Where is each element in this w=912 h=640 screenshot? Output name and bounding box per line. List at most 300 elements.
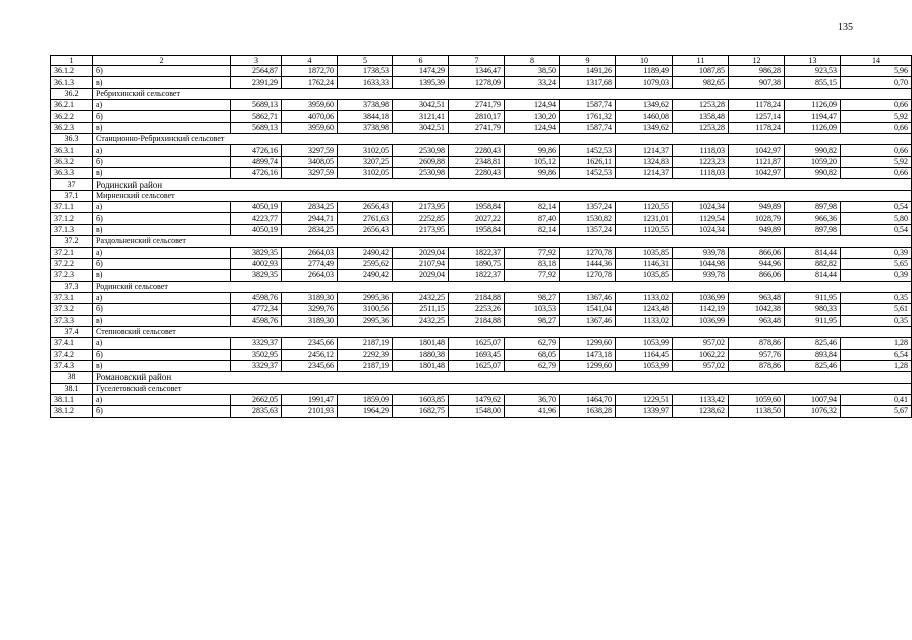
value-cell: 1024,34 — [673, 224, 729, 235]
value-cell: 1633,33 — [338, 77, 393, 88]
value-cell: 939,78 — [673, 270, 729, 281]
value-cell: 990,82 — [785, 145, 841, 156]
value-cell: 1358,48 — [673, 111, 729, 122]
value-cell: 4899,74 — [231, 156, 282, 167]
value-cell: 1079,03 — [616, 77, 673, 88]
value-cell: 98,27 — [505, 292, 560, 303]
table-row — [51, 315, 912, 326]
row-code: 38.1 — [51, 383, 93, 394]
value-cell: 1762,24 — [282, 77, 338, 88]
variant-label: б) — [93, 406, 231, 417]
value-cell: 1991,47 — [282, 394, 338, 405]
value-cell: 4598,76 — [231, 315, 282, 326]
table-row — [51, 258, 912, 269]
section-heading-row — [51, 88, 912, 99]
table-row — [51, 394, 912, 405]
value-cell: 1178,24 — [729, 122, 785, 133]
value-cell: 963,48 — [729, 315, 785, 326]
value-cell: 2252,85 — [393, 213, 449, 224]
value-cell: 2664,03 — [282, 247, 338, 258]
value-cell: 911,95 — [785, 315, 841, 326]
section-heading-row — [51, 326, 912, 337]
row-code: 37.1.1 — [51, 202, 93, 213]
row-code: 37.2.1 — [51, 247, 93, 258]
column-header: 14 — [841, 56, 912, 66]
value-cell: 2834,25 — [282, 224, 338, 235]
value-cell: 2432,25 — [393, 315, 449, 326]
value-cell: 1541,04 — [560, 304, 616, 315]
value-cell: 944,96 — [729, 258, 785, 269]
value-cell: 2664,03 — [282, 270, 338, 281]
value-cell: 1367,46 — [560, 292, 616, 303]
section-heading-row — [51, 190, 912, 201]
variant-label: б) — [93, 258, 231, 269]
value-cell: 814,44 — [785, 270, 841, 281]
value-cell: 1299,60 — [560, 360, 616, 371]
value-cell: 2490,42 — [338, 270, 393, 281]
value-cell: 82,14 — [505, 224, 560, 235]
value-cell: 1120,55 — [616, 224, 673, 235]
value-cell: 68,05 — [505, 349, 560, 360]
row-code: 36.2.1 — [51, 100, 93, 111]
column-header: 9 — [560, 56, 616, 66]
value-cell: 2348,81 — [449, 156, 505, 167]
value-cell: 1231,01 — [616, 213, 673, 224]
value-cell: 1278,09 — [449, 77, 505, 88]
value-cell: 4772,34 — [231, 304, 282, 315]
district-title: Романовский район — [93, 372, 912, 383]
value-cell: 36,70 — [505, 394, 560, 405]
value-cell: 1042,38 — [729, 304, 785, 315]
value-cell: 1142,19 — [673, 304, 729, 315]
table-row — [51, 247, 912, 258]
table-row — [51, 202, 912, 213]
value-cell: 939,78 — [673, 247, 729, 258]
section-title: Ребрихинский сельсовет — [93, 88, 912, 99]
value-cell: 1076,32 — [785, 406, 841, 417]
value-cell: 3959,60 — [282, 122, 338, 133]
value-cell: 1270,78 — [560, 247, 616, 258]
row-code: 36.1.2 — [51, 66, 93, 77]
value-cell: 3408,05 — [282, 156, 338, 167]
value-cell: 1473,18 — [560, 349, 616, 360]
row-code: 36.1.3 — [51, 77, 93, 88]
section-title: Станционно-Ребрихинский сельсовет — [93, 134, 912, 145]
value-cell: 1299,60 — [560, 338, 616, 349]
value-cell: 98,27 — [505, 315, 560, 326]
variant-label: в) — [93, 122, 231, 133]
value-cell: 1243,48 — [616, 304, 673, 315]
value-cell: 1053,99 — [616, 338, 673, 349]
value-cell: 4070,06 — [282, 111, 338, 122]
value-cell: 957,02 — [673, 360, 729, 371]
section-heading-row — [51, 236, 912, 247]
variant-label: в) — [93, 168, 231, 179]
value-cell: 0,66 — [841, 168, 912, 179]
value-cell: 1253,28 — [673, 122, 729, 133]
value-cell: 5,96 — [841, 66, 912, 77]
value-cell: 1164,45 — [616, 349, 673, 360]
value-cell: 2253,26 — [449, 304, 505, 315]
value-cell: 62,79 — [505, 338, 560, 349]
value-cell: 41,96 — [505, 406, 560, 417]
value-cell: 2184,88 — [449, 315, 505, 326]
table-row — [51, 292, 912, 303]
value-cell: 0,35 — [841, 292, 912, 303]
value-cell: 1324,83 — [616, 156, 673, 167]
section-heading-row — [51, 281, 912, 292]
value-cell: 0,66 — [841, 100, 912, 111]
value-cell: 0,35 — [841, 315, 912, 326]
value-cell: 949,89 — [729, 202, 785, 213]
value-cell: 3829,35 — [231, 270, 282, 281]
column-header: 13 — [785, 56, 841, 66]
value-cell: 1349,62 — [616, 122, 673, 133]
value-cell: 2609,88 — [393, 156, 449, 167]
table-row — [51, 406, 912, 417]
row-code: 37.2 — [51, 236, 93, 247]
value-cell: 1146,31 — [616, 258, 673, 269]
value-cell: 1223,23 — [673, 156, 729, 167]
row-code: 37.1.2 — [51, 213, 93, 224]
value-cell: 1822,37 — [449, 247, 505, 258]
section-title: Родинский сельсовет — [93, 281, 912, 292]
value-cell: 1121,87 — [729, 156, 785, 167]
column-header: 5 — [338, 56, 393, 66]
value-cell: 3738,98 — [338, 100, 393, 111]
row-code: 36.3.3 — [51, 168, 93, 179]
value-cell: 4050,19 — [231, 202, 282, 213]
table-row — [51, 168, 912, 179]
value-cell: 2774,49 — [282, 258, 338, 269]
value-cell: 1062,22 — [673, 349, 729, 360]
value-cell: 0,66 — [841, 122, 912, 133]
value-cell: 0,70 — [841, 77, 912, 88]
value-cell: 5862,71 — [231, 111, 282, 122]
variant-label: в) — [93, 315, 231, 326]
value-cell: 4223,77 — [231, 213, 282, 224]
variant-label: а) — [93, 247, 231, 258]
value-cell: 1444,36 — [560, 258, 616, 269]
value-cell: 2810,17 — [449, 111, 505, 122]
value-cell: 4050,19 — [231, 224, 282, 235]
value-cell: 2662,05 — [231, 394, 282, 405]
value-cell: 3189,30 — [282, 292, 338, 303]
column-header: 3 — [231, 56, 282, 66]
value-cell: 2173,95 — [393, 202, 449, 213]
table-body — [51, 66, 912, 418]
section-heading-row — [51, 383, 912, 394]
row-code: 37.4.1 — [51, 338, 93, 349]
row-code: 36.3 — [51, 134, 93, 145]
value-cell: 1126,09 — [785, 100, 841, 111]
value-cell: 1880,38 — [393, 349, 449, 360]
value-cell: 3297,59 — [282, 168, 338, 179]
row-code: 36.2.2 — [51, 111, 93, 122]
value-cell: 1958,84 — [449, 224, 505, 235]
value-cell: 2432,25 — [393, 292, 449, 303]
variant-label: в) — [93, 224, 231, 235]
value-cell: 0,54 — [841, 224, 912, 235]
value-cell: 825,46 — [785, 360, 841, 371]
value-cell: 2530,98 — [393, 168, 449, 179]
table-row — [51, 122, 912, 133]
value-cell: 1452,53 — [560, 145, 616, 156]
section-heading-row — [51, 134, 912, 145]
value-cell: 1118,03 — [673, 168, 729, 179]
value-cell: 882,82 — [785, 258, 841, 269]
value-cell: 1,28 — [841, 360, 912, 371]
value-cell: 0,39 — [841, 247, 912, 258]
row-code: 37.3.1 — [51, 292, 93, 303]
variant-label: в) — [93, 360, 231, 371]
value-cell: 1042,97 — [729, 168, 785, 179]
value-cell: 897,98 — [785, 202, 841, 213]
value-cell: 77,92 — [505, 270, 560, 281]
value-cell: 2184,88 — [449, 292, 505, 303]
value-cell: 1958,84 — [449, 202, 505, 213]
value-cell: 1118,03 — [673, 145, 729, 156]
value-cell: 1625,07 — [449, 338, 505, 349]
value-cell: 1270,78 — [560, 270, 616, 281]
row-code: 36.2.3 — [51, 122, 93, 133]
value-cell: 1587,74 — [560, 100, 616, 111]
value-cell: 3207,25 — [338, 156, 393, 167]
value-cell: 1859,09 — [338, 394, 393, 405]
value-cell: 4598,76 — [231, 292, 282, 303]
value-cell: 5,61 — [841, 304, 912, 315]
tariff-table — [50, 55, 912, 418]
value-cell: 2995,36 — [338, 292, 393, 303]
value-cell: 1317,68 — [560, 77, 616, 88]
value-cell: 2595,62 — [338, 258, 393, 269]
value-cell: 1214,37 — [616, 145, 673, 156]
value-cell: 2173,95 — [393, 224, 449, 235]
district-heading-row — [51, 179, 912, 190]
value-cell: 1087,85 — [673, 66, 729, 77]
value-cell: 3959,60 — [282, 100, 338, 111]
value-cell: 5,80 — [841, 213, 912, 224]
value-cell: 2345,66 — [282, 360, 338, 371]
table-row — [51, 349, 912, 360]
variant-label: б) — [93, 349, 231, 360]
row-code: 36.3.2 — [51, 156, 93, 167]
value-cell: 814,44 — [785, 247, 841, 258]
value-cell: 3121,41 — [393, 111, 449, 122]
value-cell: 0,66 — [841, 145, 912, 156]
value-cell: 1035,85 — [616, 270, 673, 281]
value-cell: 1238,62 — [673, 406, 729, 417]
value-cell: 1,28 — [841, 338, 912, 349]
value-cell: 1801,48 — [393, 360, 449, 371]
value-cell: 1603,85 — [393, 394, 449, 405]
value-cell: 1133,02 — [616, 315, 673, 326]
value-cell: 3299,76 — [282, 304, 338, 315]
value-cell: 3042,51 — [393, 100, 449, 111]
value-cell: 1548,00 — [449, 406, 505, 417]
value-cell: 3738,98 — [338, 122, 393, 133]
table-row — [51, 304, 912, 315]
value-cell: 911,95 — [785, 292, 841, 303]
value-cell: 1738,53 — [338, 66, 393, 77]
value-cell: 1229,51 — [616, 394, 673, 405]
value-cell: 124,94 — [505, 100, 560, 111]
value-cell: 1189,49 — [616, 66, 673, 77]
section-title: Раздольненский сельсовет — [93, 236, 912, 247]
value-cell: 1253,28 — [673, 100, 729, 111]
value-cell: 957,02 — [673, 338, 729, 349]
table-row — [51, 338, 912, 349]
value-cell: 103,53 — [505, 304, 560, 315]
row-code: 38.1.2 — [51, 406, 93, 417]
table-row — [51, 270, 912, 281]
value-cell: 82,14 — [505, 202, 560, 213]
value-cell: 1587,74 — [560, 122, 616, 133]
district-title: Родинский район — [93, 179, 912, 190]
value-cell: 2835,63 — [231, 406, 282, 417]
section-title: Степновский сельсовет — [93, 326, 912, 337]
value-cell: 2027,22 — [449, 213, 505, 224]
value-cell: 1761,32 — [560, 111, 616, 122]
value-cell: 3329,37 — [231, 360, 282, 371]
district-heading-row — [51, 372, 912, 383]
value-cell: 3100,56 — [338, 304, 393, 315]
variant-label: б) — [93, 213, 231, 224]
value-cell: 2511,15 — [393, 304, 449, 315]
value-cell: 1530,82 — [560, 213, 616, 224]
value-cell: 1129,54 — [673, 213, 729, 224]
value-cell: 1682,75 — [393, 406, 449, 417]
section-title: Мирненский сельсовет — [93, 190, 912, 201]
row-code: 36.3.1 — [51, 145, 93, 156]
value-cell: 2490,42 — [338, 247, 393, 258]
row-code: 37.2.3 — [51, 270, 93, 281]
value-cell: 907,38 — [729, 77, 785, 88]
value-cell: 3297,59 — [282, 145, 338, 156]
value-cell: 1491,26 — [560, 66, 616, 77]
column-header: 1 — [51, 56, 93, 66]
value-cell: 2391,29 — [231, 77, 282, 88]
value-cell: 3502,95 — [231, 349, 282, 360]
value-cell: 3844,18 — [338, 111, 393, 122]
value-cell: 1257,14 — [729, 111, 785, 122]
row-code: 37.4.3 — [51, 360, 93, 371]
table-row — [51, 66, 912, 77]
value-cell: 2656,43 — [338, 202, 393, 213]
row-code: 37.3.3 — [51, 315, 93, 326]
value-cell: 963,48 — [729, 292, 785, 303]
value-cell: 2834,25 — [282, 202, 338, 213]
row-code: 36.2 — [51, 88, 93, 99]
value-cell: 1133,42 — [673, 394, 729, 405]
value-cell: 1059,20 — [785, 156, 841, 167]
value-cell: 2456,12 — [282, 349, 338, 360]
value-cell: 990,82 — [785, 168, 841, 179]
value-cell: 980,33 — [785, 304, 841, 315]
value-cell: 2029,04 — [393, 270, 449, 281]
column-number-header — [51, 56, 912, 66]
table-row — [51, 224, 912, 235]
value-cell: 3189,30 — [282, 315, 338, 326]
column-header: 2 — [93, 56, 231, 66]
row-code: 38.1.1 — [51, 394, 93, 405]
value-cell: 1474,29 — [393, 66, 449, 77]
value-cell: 1138,50 — [729, 406, 785, 417]
value-cell: 2741,79 — [449, 122, 505, 133]
value-cell: 1357,24 — [560, 224, 616, 235]
row-code: 37.1 — [51, 190, 93, 201]
value-cell: 3102,05 — [338, 168, 393, 179]
value-cell: 99,86 — [505, 168, 560, 179]
table-row — [51, 111, 912, 122]
variant-label: б) — [93, 156, 231, 167]
value-cell: 2656,43 — [338, 224, 393, 235]
value-cell: 33,24 — [505, 77, 560, 88]
value-cell: 3042,51 — [393, 122, 449, 133]
variant-label: а) — [93, 202, 231, 213]
value-cell: 2944,71 — [282, 213, 338, 224]
value-cell: 5,65 — [841, 258, 912, 269]
value-cell: 866,06 — [729, 247, 785, 258]
value-cell: 1036,99 — [673, 315, 729, 326]
value-cell: 1042,97 — [729, 145, 785, 156]
value-cell: 1822,37 — [449, 270, 505, 281]
value-cell: 1120,55 — [616, 202, 673, 213]
column-header: 11 — [673, 56, 729, 66]
value-cell: 966,36 — [785, 213, 841, 224]
value-cell: 2995,36 — [338, 315, 393, 326]
value-cell: 0,54 — [841, 202, 912, 213]
value-cell: 2280,43 — [449, 168, 505, 179]
table-row — [51, 213, 912, 224]
row-code: 37.1.3 — [51, 224, 93, 235]
value-cell: 38,50 — [505, 66, 560, 77]
variant-label: б) — [93, 304, 231, 315]
table-row — [51, 156, 912, 167]
value-cell: 2187,19 — [338, 338, 393, 349]
value-cell: 77,92 — [505, 247, 560, 258]
value-cell: 1339,97 — [616, 406, 673, 417]
value-cell: 949,89 — [729, 224, 785, 235]
column-header: 4 — [282, 56, 338, 66]
value-cell: 0,41 — [841, 394, 912, 405]
value-cell: 1214,37 — [616, 168, 673, 179]
value-cell: 1625,07 — [449, 360, 505, 371]
value-cell: 2345,66 — [282, 338, 338, 349]
value-cell: 62,79 — [505, 360, 560, 371]
value-cell: 1194,47 — [785, 111, 841, 122]
value-cell: 825,46 — [785, 338, 841, 349]
column-header: 6 — [393, 56, 449, 66]
table-row — [51, 100, 912, 111]
value-cell: 1178,24 — [729, 100, 785, 111]
value-cell: 1059,60 — [729, 394, 785, 405]
value-cell: 3329,37 — [231, 338, 282, 349]
value-cell: 2761,63 — [338, 213, 393, 224]
value-cell: 1126,09 — [785, 122, 841, 133]
value-cell: 3829,35 — [231, 247, 282, 258]
column-header: 10 — [616, 56, 673, 66]
value-cell: 2101,93 — [282, 406, 338, 417]
value-cell: 1801,48 — [393, 338, 449, 349]
value-cell: 1357,24 — [560, 202, 616, 213]
value-cell: 957,76 — [729, 349, 785, 360]
value-cell: 2280,43 — [449, 145, 505, 156]
variant-label: в) — [93, 270, 231, 281]
value-cell: 1464,70 — [560, 394, 616, 405]
value-cell: 1638,28 — [560, 406, 616, 417]
value-cell: 1626,11 — [560, 156, 616, 167]
